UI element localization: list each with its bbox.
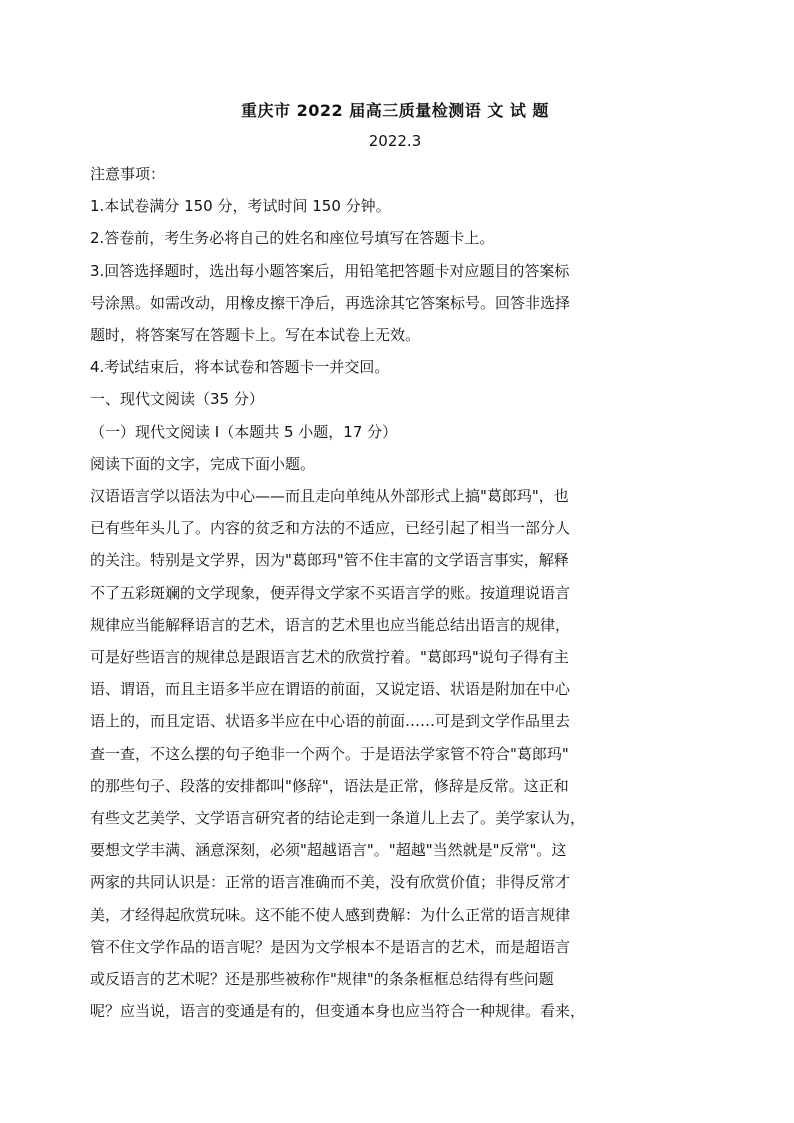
note-item-3-line-1: 3.回答选择题时，选出每小题答案后，用铅笔把答题卡对应题目的答案标 [90, 261, 570, 280]
passage-line: 规律应当能解释语言的艺术，语言的艺术里也应当能总结出语言的规律， [90, 615, 571, 634]
passage-line: 美，才经得起欣赏玩味。这不能不使人感到费解：为什么正常的语言规律 [90, 905, 571, 924]
passage-line: 查一查，不这么摆的句子绝非一个两个。于是语法学家管不符合"葛郎玛" [90, 744, 569, 763]
passage-line: 可是好些语言的规律总是跟语言艺术的欣赏拧着。"葛郎玛"说句子得有主 [90, 648, 569, 667]
passage-line: 要想文学丰满、涵意深刻，必须"超越语言"。"超越"当然就是"反常"。这 [90, 841, 567, 860]
passage-line: 已有些年头儿了。内容的贫乏和方法的不适应，已经引起了相当一部分人 [90, 519, 571, 538]
passage-line: 的那些句子、段落的安排都叫"修辞"，语法是正常，修辞是反常。这正和 [90, 776, 569, 795]
passage-line: 管不住文学作品的语言呢？是因为文学根本不是语言的艺术，而是超语言 [90, 937, 571, 956]
exam-date: 2022.3 [368, 132, 422, 150]
passage-line: 两家的共同认识是：正常的语言准确而不美，没有欣赏价值；非得反常才 [90, 873, 571, 892]
passage-line: 的关注。特别是文学界，因为"葛郎玛"管不住丰富的文学语言事实，解释 [90, 551, 569, 570]
passage-line: 不了五彩斑斓的文学现象，便弄得文学家不买语言学的账。按道理说语言 [90, 583, 571, 602]
notes-heading: 注意事项： [90, 165, 166, 183]
passage-line: 有些文艺美学、文学语言研究者的结论走到一条道儿上去了。美学家认为， [90, 809, 586, 828]
passage-line: 呢？应当说，语言的变通是有的，但变通本身也应当符合一种规律。看来， [90, 1002, 586, 1021]
section-heading: 一、现代文阅读（35 分） [90, 390, 264, 409]
passage-line: 或反语言的艺术呢？还是那些被称作"规律"的条条框框总结得有些问题 [90, 970, 554, 989]
exam-title: 重庆市 2022 届高三质量检测语 文 试 题 [241, 101, 549, 120]
note-item-1: 1.本试卷满分 150 分，考试时间 150 分钟。 [90, 197, 391, 216]
reading-instruction: 阅读下面的文字，完成下面小题。 [90, 454, 316, 473]
note-item-4: 4.考试结束后，将本试卷和答题卡一并交回。 [90, 358, 390, 377]
passage-line: 语、谓语，而且主语多半应在谓语的前面，又说定语、状语是附加在中心 [90, 680, 571, 699]
note-item-2: 2.答卷前，考生务必将自己的姓名和座位号填写在答题卡上。 [90, 229, 495, 248]
note-item-3-line-3: 题时，将答案写在答题卡上。写在本试卷上无效。 [90, 326, 421, 345]
exam-page [90, 96, 700, 1027]
note-item-3-line-2: 号涂黑。如需改动，用橡皮擦干净后，再选涂其它答案标号。回答非选择 [90, 293, 571, 312]
passage-line: 语上的，而且定语、状语多半应在中心语的前面……可是到文学作品里去 [90, 712, 571, 731]
subsection-heading: （一）现代文阅读 I（本题共 5 小题，17 分） [90, 422, 398, 441]
passage-line: 汉语语言学以语法为中心——而且走向单纯从外部形式上搞"葛郎玛"，也 [90, 487, 569, 506]
